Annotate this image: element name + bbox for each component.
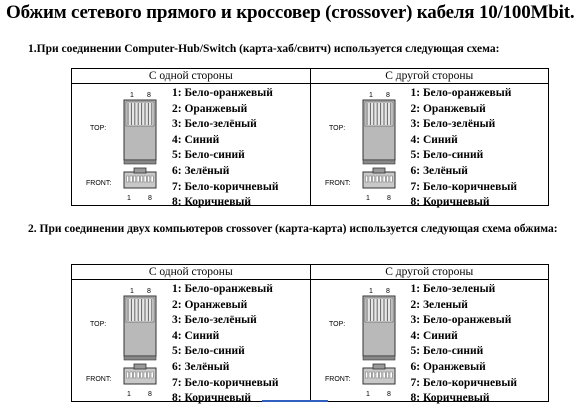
pin-1-label: 1 (127, 195, 131, 202)
plug-latch (373, 168, 385, 173)
pin-8-label: 8 (148, 195, 152, 202)
front-contact (383, 176, 385, 182)
front-contact (386, 372, 388, 378)
list-item: 2: Зеленый (410, 298, 468, 311)
front-contact (372, 176, 374, 182)
list-item: 6: Оранжевый (410, 360, 486, 373)
list-item: 3: Бело-зелёный (410, 118, 496, 131)
pin-8-label: 8 (147, 92, 151, 99)
list-item: 3: Бело-зелёный (172, 118, 257, 131)
plug-contacts (365, 102, 393, 126)
pin-8-label: 8 (148, 391, 152, 398)
page-title: Обжим сетевого прямого и кроссовер (crossover) кабеля 10/100Mbit. (6, 2, 575, 23)
pin-8-label: 8 (385, 288, 390, 295)
rj45-connector-icon (323, 280, 409, 400)
plug-contacts (126, 298, 154, 322)
list-item: 6: Зелёный (410, 164, 468, 177)
top-label: TOP: (328, 321, 345, 328)
rj45-connector-icon (84, 84, 170, 204)
front-contact (379, 372, 381, 378)
list-item: 1: Бело-зеленый (410, 283, 496, 295)
list-item: 1: Бело-оранжевый (172, 283, 273, 295)
plug-latch (134, 364, 146, 369)
top-label: TOP: (90, 125, 107, 132)
rj45-connector-icon (84, 280, 170, 400)
left-side-cell (72, 280, 311, 402)
right-side-header: С другой стороны (310, 69, 549, 84)
front-contact (130, 372, 132, 378)
front-contact (376, 372, 378, 378)
list-item: 7: Бело-коричневый (172, 376, 279, 389)
top-label: TOP: (328, 125, 345, 132)
front-contact (383, 372, 385, 378)
top-label: TOP: (90, 321, 107, 328)
plug-latch (134, 168, 146, 173)
front-contact (151, 372, 153, 378)
plug-base (124, 160, 156, 164)
pin-1-label: 1 (127, 391, 131, 398)
list-item: 4: Синий (410, 133, 458, 146)
front-contact (390, 176, 392, 182)
pin-8-label: 8 (385, 92, 390, 99)
front-contact (369, 176, 371, 182)
list-item: 8: Коричневый (410, 392, 490, 404)
list-item: 7: Бело-коричневый (410, 376, 517, 389)
right-side-header: С другой стороны (310, 265, 549, 280)
section-2-heading: 2. При соединении двух компьютеров crossover (карта-карта) используется следующая схема обжима: (28, 223, 558, 235)
front-contact (372, 372, 374, 378)
list-item: 8: Коричневый (172, 392, 252, 404)
pin-8-label: 8 (147, 288, 151, 295)
front-label: FRONT: (86, 180, 112, 187)
list-item: 5: Бело-синий (172, 345, 245, 358)
front-contact (141, 372, 143, 378)
front-label: FRONT: (86, 376, 112, 383)
crossover-cable-table (71, 264, 549, 402)
pin-8-label: 8 (386, 391, 391, 398)
list-item: 8: Коричневый (410, 196, 490, 209)
list-item: 3: Бело-зелёный (172, 314, 257, 327)
plug-base (363, 160, 395, 164)
plug-base (124, 356, 156, 360)
list-item: 5: Бело-синий (410, 345, 484, 358)
right-side-cell (310, 280, 549, 402)
left-side-header: С одной стороны (72, 265, 311, 280)
front-contact (151, 176, 153, 182)
section-1-heading: 1.При соединении Computer-Hub/Switch (карта-хаб/свитч) используется следующая схема: (28, 43, 500, 55)
front-contact (141, 176, 143, 182)
front-contact (134, 176, 136, 182)
front-contact (365, 176, 367, 182)
front-contact (369, 372, 371, 378)
front-label: FRONT: (324, 180, 350, 187)
list-item: 7: Бело-коричневый (410, 180, 517, 193)
list-item: 2: Оранжевый (172, 102, 248, 115)
pin-list (411, 282, 517, 404)
pin-list (172, 86, 278, 211)
right-side-cell (310, 84, 549, 209)
front-contact (365, 372, 367, 378)
list-item: 4: Синий (410, 329, 458, 342)
front-label: FRONT: (324, 376, 350, 383)
pin-1-label: 1 (368, 288, 373, 295)
list-item: 5: Бело-синий (410, 149, 484, 162)
plug-contacts (126, 102, 154, 126)
divider (262, 400, 328, 402)
list-item: 3: Бело-оранжевый (410, 314, 512, 327)
list-item: 6: Зелёный (172, 360, 230, 373)
pin-list (411, 86, 517, 211)
pin-8-label: 8 (386, 195, 391, 202)
list-item: 4: Синий (172, 329, 220, 342)
front-contact (376, 176, 378, 182)
left-side-cell (72, 84, 311, 209)
list-item: 6: Зелёный (172, 164, 230, 177)
pin-list (172, 282, 278, 404)
pin-1-label: 1 (130, 288, 134, 295)
front-contact (137, 176, 139, 182)
front-contact (127, 176, 129, 182)
list-item: 5: Бело-синий (172, 149, 245, 162)
left-side-header: С одной стороны (72, 69, 311, 84)
pin-1-label: 1 (130, 92, 134, 99)
front-contact (130, 176, 132, 182)
front-contact (379, 176, 381, 182)
list-item: 1: Бело-оранжевый (172, 87, 273, 99)
plug-contacts (365, 298, 393, 322)
front-contact (144, 372, 146, 378)
list-item: 2: Оранжевый (172, 298, 248, 311)
pin-1-label: 1 (365, 195, 370, 202)
list-item: 4: Синий (172, 133, 220, 146)
front-contact (148, 372, 150, 378)
front-contact (127, 372, 129, 378)
front-contact (390, 372, 392, 378)
pin-1-label: 1 (368, 92, 373, 99)
list-item: 8: Коричневый (172, 196, 252, 209)
front-contact (386, 176, 388, 182)
list-item: 2: Оранжевый (410, 102, 486, 115)
front-contact (134, 372, 136, 378)
rj45-connector-icon (323, 84, 409, 204)
list-item: 7: Бело-коричневый (172, 180, 279, 193)
front-contact (148, 176, 150, 182)
front-contact (144, 176, 146, 182)
front-contact (137, 372, 139, 378)
list-item: 1: Бело-оранжевый (410, 87, 512, 99)
straight-cable-table (71, 68, 549, 209)
pin-1-label: 1 (365, 391, 370, 398)
plug-latch (373, 364, 385, 369)
plug-base (363, 356, 395, 360)
